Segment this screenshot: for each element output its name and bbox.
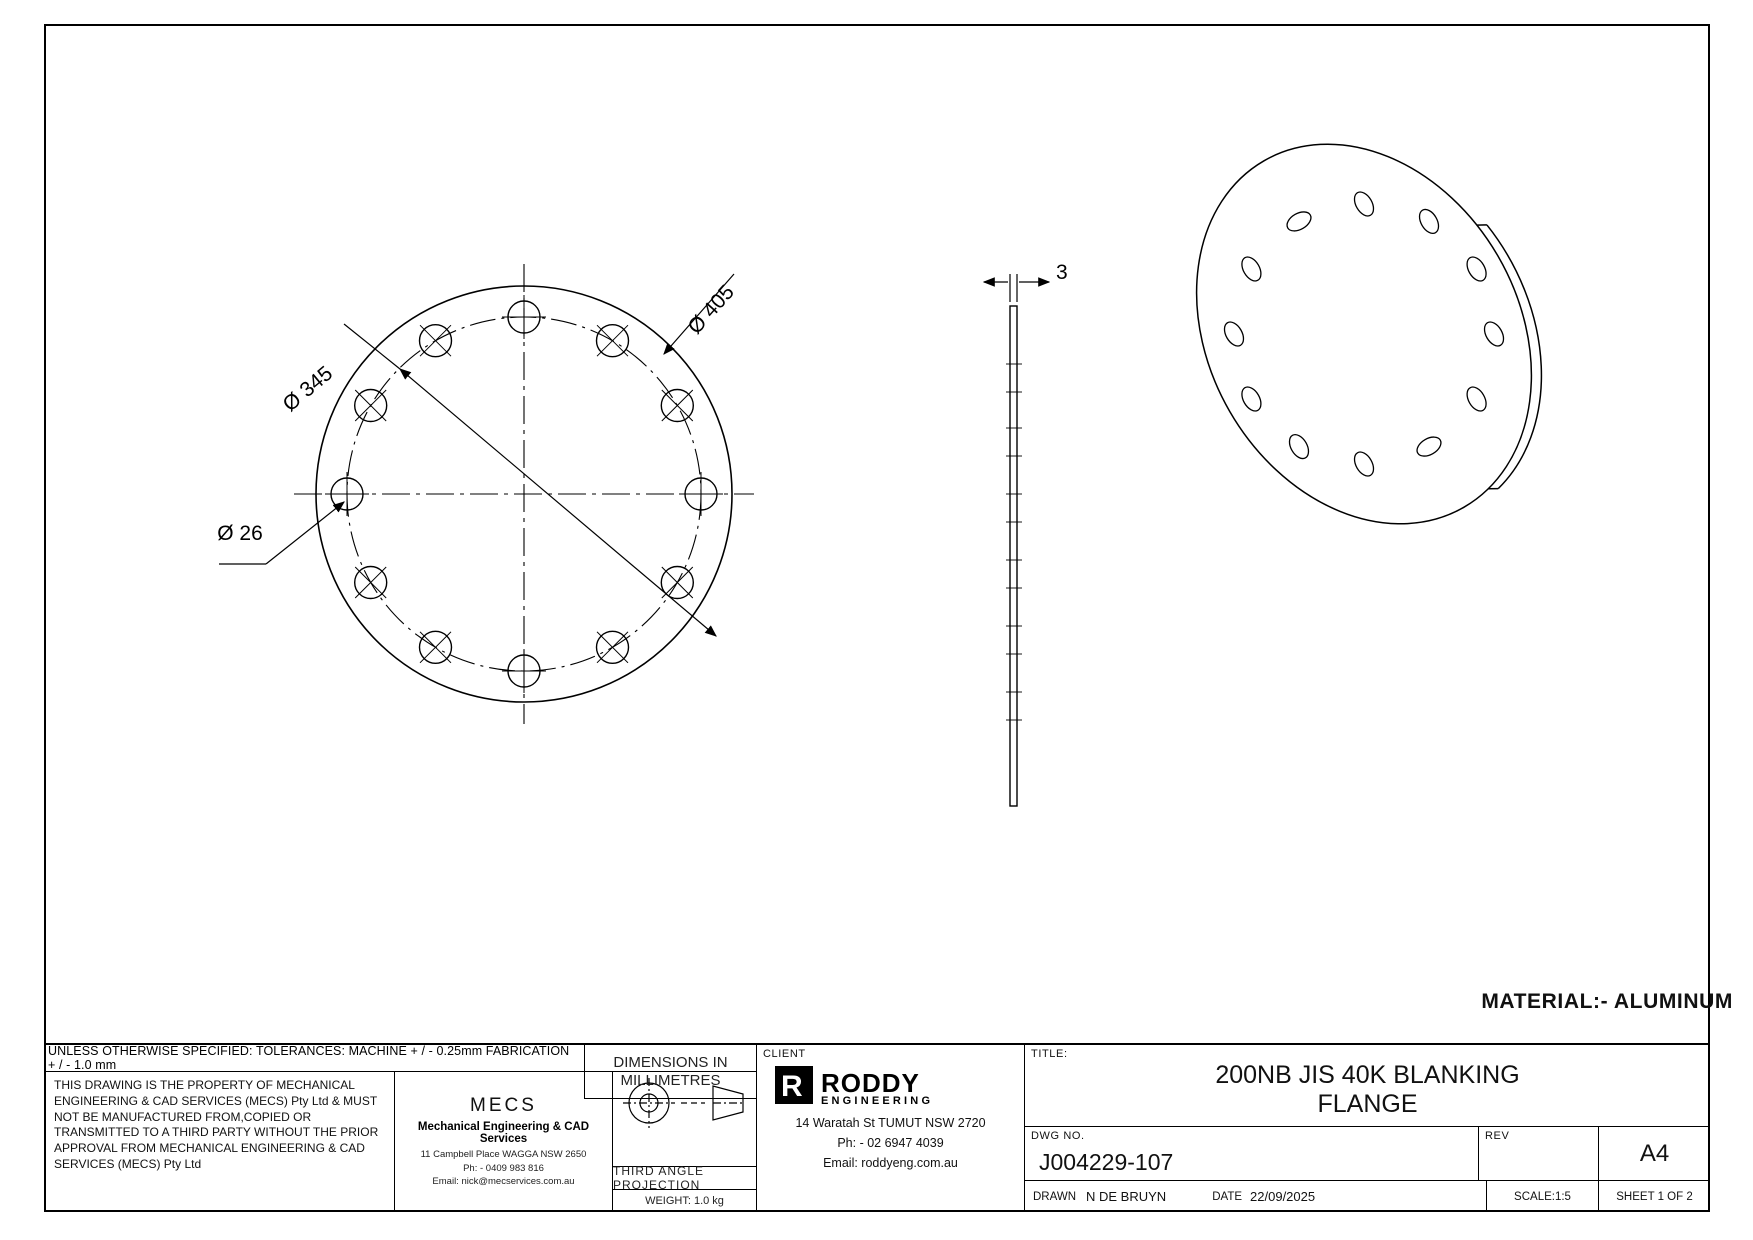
edge-hole-ticks — [1006, 364, 1022, 720]
dwg-number-cell — [1025, 1127, 1478, 1180]
sheet-value: SHEET 1 OF 2 — [1598, 1181, 1710, 1212]
notes-column — [44, 1045, 756, 1212]
dim-thickness — [984, 274, 1049, 302]
rev-caption: REV — [1485, 1130, 1510, 1142]
plate-edge — [1010, 306, 1017, 806]
mecs-block — [394, 1072, 612, 1212]
client-caption: CLIENT — [763, 1048, 806, 1060]
dim-text-thickness: 3 — [1056, 261, 1068, 284]
mecs-subtitle: Mechanical Engineering & CAD Services — [417, 1120, 590, 1145]
drawing-title — [1025, 1061, 1710, 1119]
iso-edge — [1381, 224, 1606, 489]
mecs-email: Email: nick@mecservices.com.au — [432, 1176, 575, 1188]
drawing-area — [44, 24, 1710, 1054]
tolerance-note: UNLESS OTHERWISE SPECIFIED: TOLERANCES: MACHINE + / - 0.25mm FABRICATION + / - 1.0 mm — [48, 1044, 570, 1072]
front-view — [219, 264, 754, 724]
roddy-logo — [757, 1062, 1024, 1108]
dimensions-in-line2: MILLIMETRES — [620, 1071, 721, 1089]
drawing-title-line1: 200NB JIS 40K BLANKING — [1215, 1061, 1520, 1089]
title-row — [1025, 1045, 1710, 1127]
dimensions-in-block — [584, 1045, 756, 1099]
sheet-size: A4 — [1598, 1127, 1710, 1180]
date-caption: DATE — [1212, 1190, 1243, 1203]
dimensions-in-line1: DIMENSIONS IN — [613, 1053, 728, 1071]
date-value: 22/09/2025 — [1250, 1189, 1316, 1204]
iso-bolt-holes — [1175, 145, 1552, 522]
iso-view — [1130, 79, 1607, 586]
svg-text:RODDY: RODDY — [820, 1068, 920, 1098]
weight-label: WEIGHT: 1.0 kg — [645, 1195, 724, 1207]
material-note: MATERIAL:- ALUMINUM — [1481, 990, 1733, 1013]
title-column — [1024, 1045, 1710, 1212]
dim-text-outer-diameter: Ø 405 — [683, 280, 739, 339]
svg-text:R: R — [780, 1070, 803, 1103]
iso-front-face — [1130, 83, 1598, 584]
drawing-title-line2: FLANGE — [1317, 1089, 1418, 1118]
svg-text:ENGINEERING: ENGINEERING — [820, 1095, 933, 1107]
projection-label: THIRD ANGLE PROJECTION — [613, 1166, 756, 1190]
dwg-row — [1025, 1127, 1710, 1181]
client-column — [756, 1045, 1024, 1212]
dwg-caption: DWG NO. — [1031, 1130, 1085, 1142]
client-email: Email: roddyeng.com.au — [823, 1156, 958, 1171]
mecs-address: 11 Campbell Place WAGGA NSW 2650 — [420, 1148, 587, 1160]
bottom-row — [1025, 1181, 1710, 1212]
drawn-caption: DRAWN — [1033, 1190, 1077, 1203]
title-block — [44, 1043, 1710, 1212]
side-view — [984, 274, 1049, 806]
dim-text-bolt-circle: Ø 345 — [278, 361, 338, 417]
scale-value: SCALE:1:5 — [1486, 1181, 1598, 1212]
dim-bolt-circle — [344, 324, 716, 636]
legal-notice: THIS DRAWING IS THE PROPERTY OF MECHANICAL ENGINEERING & CAD SERVICES (MECS) Pty Ltd & MUST NOT BE MANUFACTURED FROM,COPIED OR TRANSMITTED TO A THIRD PARTY WITHOUT THE PRIOR APPROVAL FROM MECHANICAL ENGINEERING & CAD SERVICES (MECS) Pty Ltd — [54, 1078, 379, 1172]
mecs-name: MECS — [470, 1094, 537, 1116]
dim-text-hole-diameter: Ø 26 — [217, 522, 263, 545]
drawn-name: N DE BRUYN — [1086, 1189, 1167, 1204]
dwg-number: J004229-107 — [1039, 1149, 1174, 1175]
mecs-phone: Ph: - 0409 983 816 — [463, 1162, 544, 1174]
client-address: 14 Waratah St TUMUT NSW 2720 — [795, 1116, 986, 1130]
rev-cell — [1478, 1127, 1598, 1180]
title-caption: TITLE: — [1031, 1048, 1068, 1060]
client-phone: Ph: - 02 6947 4039 — [837, 1136, 944, 1151]
